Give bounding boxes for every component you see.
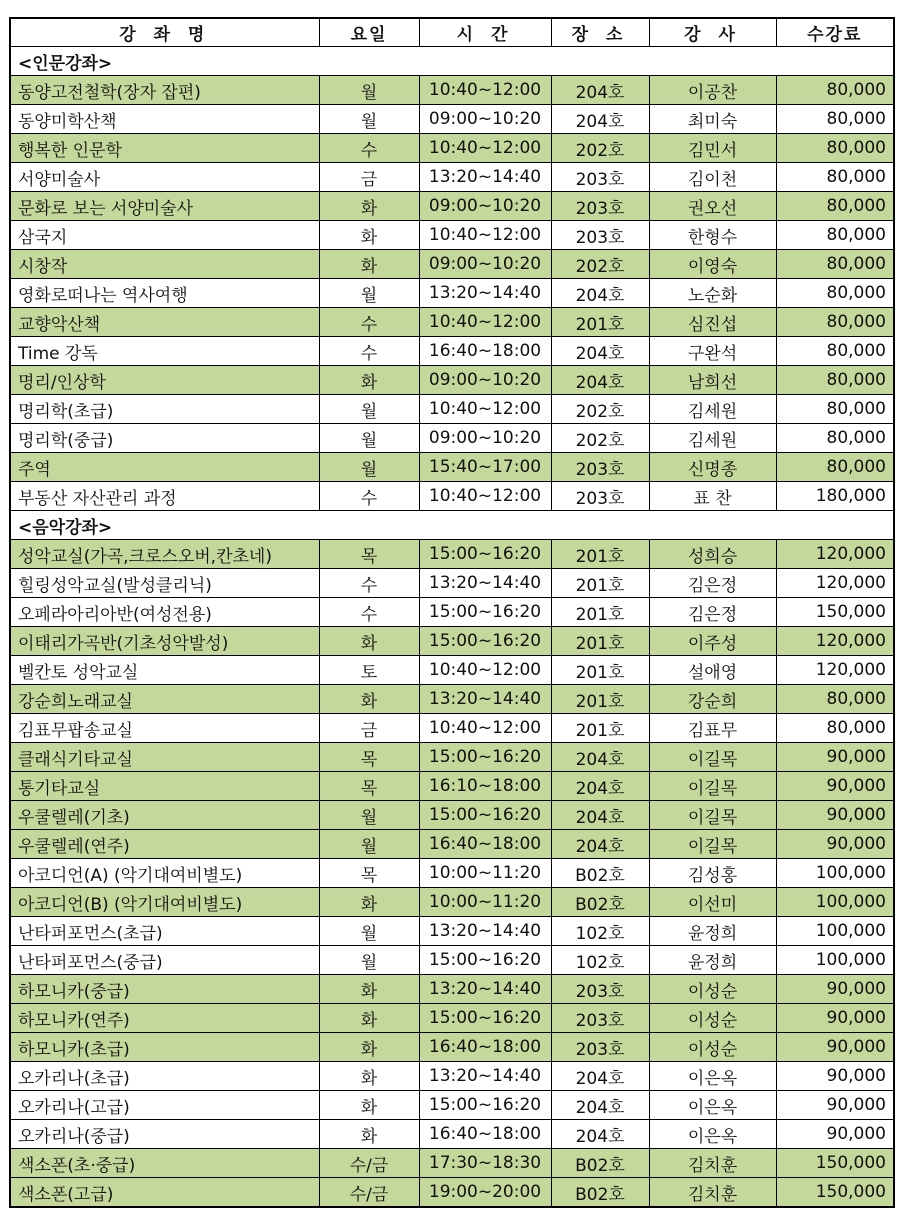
cell-fee: 80,000 [776, 76, 894, 105]
cell-fee: 80,000 [776, 337, 894, 366]
cell-time: 09:00~10:20 [419, 105, 551, 134]
cell-room: 203호 [551, 975, 649, 1004]
cell-room: 202호 [551, 424, 649, 453]
cell-fee: 90,000 [776, 1062, 894, 1091]
cell-teacher: 이길목 [649, 801, 776, 830]
cell-course-name: 오페라아리아반(여성전용) [10, 598, 319, 627]
cell-room: 201호 [551, 540, 649, 569]
cell-fee: 80,000 [776, 308, 894, 337]
cell-course-name: 하모니카(초급) [10, 1033, 319, 1062]
cell-day: 목 [319, 859, 419, 888]
table-row [10, 482, 894, 511]
cell-day: 화 [319, 192, 419, 221]
cell-course-name: 강순희노래교실 [10, 685, 319, 714]
table-row [10, 859, 894, 888]
cell-day: 화 [319, 221, 419, 250]
cell-course-name: 색소폰(초·중급) [10, 1149, 319, 1178]
cell-room: 201호 [551, 308, 649, 337]
cell-fee: 80,000 [776, 192, 894, 221]
cell-fee: 80,000 [776, 105, 894, 134]
cell-fee: 80,000 [776, 714, 894, 743]
cell-course-name: 주역 [10, 453, 319, 482]
cell-teacher: 강순희 [649, 685, 776, 714]
cell-fee: 120,000 [776, 627, 894, 656]
cell-time: 10:40~12:00 [419, 482, 551, 511]
table-row [10, 946, 894, 975]
cell-day: 수 [319, 598, 419, 627]
cell-fee: 80,000 [776, 424, 894, 453]
header-day: 요일 [319, 18, 419, 47]
table-row [10, 598, 894, 627]
cell-time: 13:20~14:40 [419, 1062, 551, 1091]
course-table [9, 17, 895, 1208]
cell-time: 15:00~16:20 [419, 946, 551, 975]
cell-time: 10:40~12:00 [419, 76, 551, 105]
cell-fee: 120,000 [776, 540, 894, 569]
cell-course-name: 우쿨렐레(연주) [10, 830, 319, 859]
cell-fee: 100,000 [776, 888, 894, 917]
cell-teacher: 김민서 [649, 134, 776, 163]
table-row [10, 134, 894, 163]
cell-room: 102호 [551, 917, 649, 946]
header-teacher: 강 사 [649, 18, 776, 47]
cell-fee: 90,000 [776, 1004, 894, 1033]
cell-room: 201호 [551, 598, 649, 627]
cell-teacher: 한형수 [649, 221, 776, 250]
cell-fee: 80,000 [776, 366, 894, 395]
section-header-row [10, 47, 894, 76]
cell-day: 월 [319, 830, 419, 859]
cell-course-name: 난타퍼포먼스(초급) [10, 917, 319, 946]
cell-day: 월 [319, 453, 419, 482]
cell-teacher: 이공찬 [649, 76, 776, 105]
cell-time: 16:40~18:00 [419, 1120, 551, 1149]
cell-day: 월 [319, 395, 419, 424]
cell-course-name: 문화로 보는 서양미술사 [10, 192, 319, 221]
cell-time: 16:40~18:00 [419, 337, 551, 366]
cell-day: 수 [319, 482, 419, 511]
table-row [10, 395, 894, 424]
cell-day: 월 [319, 801, 419, 830]
cell-course-name: 명리학(초급) [10, 395, 319, 424]
cell-time: 15:00~16:20 [419, 1004, 551, 1033]
cell-day: 목 [319, 540, 419, 569]
table-row [10, 337, 894, 366]
cell-time: 13:20~14:40 [419, 685, 551, 714]
cell-fee: 90,000 [776, 830, 894, 859]
cell-teacher: 성희승 [649, 540, 776, 569]
cell-fee: 90,000 [776, 1033, 894, 1062]
cell-room: 202호 [551, 395, 649, 424]
cell-course-name: 동양미학산책 [10, 105, 319, 134]
cell-course-name: 삼국지 [10, 221, 319, 250]
table-row [10, 453, 894, 482]
cell-course-name: 명리학(중급) [10, 424, 319, 453]
table-header-row [10, 18, 894, 47]
table-row [10, 743, 894, 772]
cell-room: 203호 [551, 163, 649, 192]
cell-fee: 90,000 [776, 801, 894, 830]
cell-teacher: 설애영 [649, 656, 776, 685]
cell-teacher: 김치훈 [649, 1178, 776, 1208]
cell-day: 화 [319, 685, 419, 714]
cell-fee: 80,000 [776, 685, 894, 714]
cell-time: 09:00~10:20 [419, 424, 551, 453]
cell-time: 10:00~11:20 [419, 859, 551, 888]
cell-time: 10:40~12:00 [419, 395, 551, 424]
table-row [10, 308, 894, 337]
cell-room: 204호 [551, 337, 649, 366]
cell-course-name: 이태리가곡반(기초성악발성) [10, 627, 319, 656]
cell-time: 15:40~17:00 [419, 453, 551, 482]
cell-fee: 80,000 [776, 163, 894, 192]
cell-fee: 150,000 [776, 598, 894, 627]
cell-fee: 150,000 [776, 1149, 894, 1178]
cell-time: 15:00~16:20 [419, 540, 551, 569]
cell-room: 204호 [551, 366, 649, 395]
table-row [10, 772, 894, 801]
cell-fee: 80,000 [776, 279, 894, 308]
cell-time: 10:40~12:00 [419, 134, 551, 163]
cell-room: 201호 [551, 685, 649, 714]
cell-day: 화 [319, 975, 419, 1004]
table-row [10, 685, 894, 714]
cell-day: 화 [319, 1091, 419, 1120]
table-row [10, 192, 894, 221]
cell-course-name: 부동산 자산관리 과정 [10, 482, 319, 511]
cell-fee: 80,000 [776, 134, 894, 163]
cell-fee: 90,000 [776, 772, 894, 801]
cell-time: 10:40~12:00 [419, 221, 551, 250]
cell-room: 203호 [551, 1004, 649, 1033]
cell-day: 월 [319, 917, 419, 946]
cell-course-name: 하모니카(중급) [10, 975, 319, 1004]
cell-room: 203호 [551, 1033, 649, 1062]
cell-day: 화 [319, 1062, 419, 1091]
cell-day: 월 [319, 424, 419, 453]
cell-course-name: 행복한 인문학 [10, 134, 319, 163]
cell-time: 09:00~10:20 [419, 250, 551, 279]
cell-room: 204호 [551, 1120, 649, 1149]
cell-fee: 90,000 [776, 743, 894, 772]
cell-course-name: 오카리나(중급) [10, 1120, 319, 1149]
cell-time: 13:20~14:40 [419, 279, 551, 308]
cell-teacher: 이은옥 [649, 1120, 776, 1149]
cell-day: 화 [319, 888, 419, 917]
section-title: <음악강좌> [10, 511, 894, 540]
cell-time: 09:00~10:20 [419, 366, 551, 395]
cell-time: 19:00~20:00 [419, 1178, 551, 1208]
cell-teacher: 김은정 [649, 598, 776, 627]
cell-teacher: 김세원 [649, 424, 776, 453]
cell-day: 화 [319, 1004, 419, 1033]
cell-room: 201호 [551, 656, 649, 685]
section-title: <인문강좌> [10, 47, 894, 76]
cell-day: 화 [319, 250, 419, 279]
table-row [10, 1120, 894, 1149]
cell-day: 화 [319, 627, 419, 656]
cell-time: 10:40~12:00 [419, 656, 551, 685]
cell-day: 금 [319, 163, 419, 192]
cell-time: 09:00~10:20 [419, 192, 551, 221]
cell-time: 13:20~14:40 [419, 163, 551, 192]
table-row [10, 801, 894, 830]
cell-room: 204호 [551, 105, 649, 134]
cell-time: 16:10~18:00 [419, 772, 551, 801]
cell-course-name: 클래식기타교실 [10, 743, 319, 772]
cell-teacher: 신명종 [649, 453, 776, 482]
section-header-row [10, 511, 894, 540]
table-row [10, 1004, 894, 1033]
cell-room: 203호 [551, 221, 649, 250]
table-row [10, 627, 894, 656]
cell-teacher: 이은옥 [649, 1091, 776, 1120]
cell-teacher: 김성홍 [649, 859, 776, 888]
cell-time: 17:30~18:30 [419, 1149, 551, 1178]
table-row [10, 279, 894, 308]
cell-course-name: 오카리나(고급) [10, 1091, 319, 1120]
cell-fee: 80,000 [776, 395, 894, 424]
table-row [10, 714, 894, 743]
cell-fee: 90,000 [776, 1091, 894, 1120]
cell-room: 201호 [551, 569, 649, 598]
cell-time: 15:00~16:20 [419, 1091, 551, 1120]
table-row [10, 366, 894, 395]
cell-time: 13:20~14:40 [419, 569, 551, 598]
cell-teacher: 심진섭 [649, 308, 776, 337]
cell-course-name: 오카리나(초급) [10, 1062, 319, 1091]
table-row [10, 1149, 894, 1178]
cell-teacher: 윤정희 [649, 946, 776, 975]
table-row [10, 975, 894, 1004]
cell-teacher: 김표무 [649, 714, 776, 743]
cell-day: 목 [319, 772, 419, 801]
cell-course-name: 영화로떠나는 역사여행 [10, 279, 319, 308]
header-time: 시 간 [419, 18, 551, 47]
cell-day: 목 [319, 743, 419, 772]
cell-room: 203호 [551, 192, 649, 221]
cell-fee: 80,000 [776, 453, 894, 482]
table-row [10, 888, 894, 917]
cell-time: 15:00~16:20 [419, 627, 551, 656]
course-schedule [9, 17, 895, 1208]
header-room: 장 소 [551, 18, 649, 47]
cell-time: 15:00~16:20 [419, 801, 551, 830]
cell-course-name: 색소폰(고급) [10, 1178, 319, 1208]
cell-day: 수 [319, 134, 419, 163]
cell-room: B02호 [551, 859, 649, 888]
cell-day: 화 [319, 1033, 419, 1062]
table-row [10, 1033, 894, 1062]
table-row [10, 1178, 894, 1208]
cell-teacher: 이성순 [649, 1004, 776, 1033]
cell-course-name: Time 강독 [10, 337, 319, 366]
cell-day: 월 [319, 279, 419, 308]
cell-room: 204호 [551, 743, 649, 772]
cell-course-name: 난타퍼포먼스(중급) [10, 946, 319, 975]
cell-course-name: 벨칸토 성악교실 [10, 656, 319, 685]
cell-room: 102호 [551, 946, 649, 975]
cell-room: 201호 [551, 627, 649, 656]
cell-course-name: 통기타교실 [10, 772, 319, 801]
cell-day: 월 [319, 76, 419, 105]
cell-room: 204호 [551, 279, 649, 308]
table-row [10, 540, 894, 569]
cell-course-name: 아코디언(B) (악기대여비별도) [10, 888, 319, 917]
cell-teacher: 이길목 [649, 743, 776, 772]
cell-time: 13:20~14:40 [419, 975, 551, 1004]
cell-course-name: 서양미술사 [10, 163, 319, 192]
cell-fee: 90,000 [776, 1120, 894, 1149]
cell-time: 15:00~16:20 [419, 598, 551, 627]
cell-time: 13:20~14:40 [419, 917, 551, 946]
cell-day: 수 [319, 337, 419, 366]
cell-room: B02호 [551, 1178, 649, 1208]
cell-room: 202호 [551, 134, 649, 163]
table-row [10, 917, 894, 946]
cell-teacher: 이길목 [649, 772, 776, 801]
cell-day: 금 [319, 714, 419, 743]
cell-teacher: 이길목 [649, 830, 776, 859]
cell-room: 203호 [551, 453, 649, 482]
cell-day: 수 [319, 308, 419, 337]
cell-fee: 90,000 [776, 975, 894, 1004]
cell-fee: 120,000 [776, 656, 894, 685]
cell-course-name: 아코디언(A) (악기대여비별도) [10, 859, 319, 888]
table-row [10, 656, 894, 685]
cell-course-name: 성악교실(가곡,크로스오버,칸초네) [10, 540, 319, 569]
cell-room: 204호 [551, 76, 649, 105]
table-row [10, 830, 894, 859]
cell-teacher: 김이천 [649, 163, 776, 192]
cell-teacher: 김치훈 [649, 1149, 776, 1178]
cell-room: 204호 [551, 830, 649, 859]
cell-day: 화 [319, 1120, 419, 1149]
cell-day: 수 [319, 569, 419, 598]
cell-time: 16:40~18:00 [419, 830, 551, 859]
cell-room: 203호 [551, 482, 649, 511]
cell-time: 16:40~18:00 [419, 1033, 551, 1062]
cell-course-name: 우쿨렐레(기초) [10, 801, 319, 830]
cell-teacher: 윤정희 [649, 917, 776, 946]
cell-fee: 100,000 [776, 946, 894, 975]
cell-fee: 80,000 [776, 221, 894, 250]
cell-teacher: 김은정 [649, 569, 776, 598]
table-row [10, 569, 894, 598]
cell-fee: 100,000 [776, 917, 894, 946]
table-row [10, 1062, 894, 1091]
cell-course-name: 하모니카(연주) [10, 1004, 319, 1033]
cell-teacher: 노순화 [649, 279, 776, 308]
table-row [10, 163, 894, 192]
cell-day: 수/금 [319, 1178, 419, 1208]
cell-teacher: 구완석 [649, 337, 776, 366]
cell-room: 201호 [551, 714, 649, 743]
cell-room: 204호 [551, 801, 649, 830]
cell-course-name: 김표무팝송교실 [10, 714, 319, 743]
cell-time: 15:00~16:20 [419, 743, 551, 772]
table-row [10, 1091, 894, 1120]
cell-fee: 150,000 [776, 1178, 894, 1208]
cell-room: B02호 [551, 888, 649, 917]
cell-teacher: 이선미 [649, 888, 776, 917]
header-course-name: 강 좌 명 [10, 18, 319, 47]
cell-teacher: 이성순 [649, 1033, 776, 1062]
table-row [10, 221, 894, 250]
cell-room: B02호 [551, 1149, 649, 1178]
header-fee: 수강료 [776, 18, 894, 47]
table-row [10, 105, 894, 134]
cell-teacher: 남희선 [649, 366, 776, 395]
cell-course-name: 명리/인상학 [10, 366, 319, 395]
cell-time: 10:40~12:00 [419, 714, 551, 743]
cell-teacher: 이성순 [649, 975, 776, 1004]
cell-course-name: 힐링성악교실(발성클리닉) [10, 569, 319, 598]
cell-day: 수/금 [319, 1149, 419, 1178]
cell-course-name: 시창작 [10, 250, 319, 279]
cell-teacher: 최미숙 [649, 105, 776, 134]
cell-time: 10:00~11:20 [419, 888, 551, 917]
table-row [10, 76, 894, 105]
cell-fee: 80,000 [776, 250, 894, 279]
cell-room: 204호 [551, 1091, 649, 1120]
cell-teacher: 권오선 [649, 192, 776, 221]
cell-time: 10:40~12:00 [419, 308, 551, 337]
cell-fee: 100,000 [776, 859, 894, 888]
cell-room: 204호 [551, 1062, 649, 1091]
cell-room: 202호 [551, 250, 649, 279]
table-row [10, 424, 894, 453]
cell-course-name: 동양고전철학(장자 잡편) [10, 76, 319, 105]
cell-fee: 120,000 [776, 569, 894, 598]
cell-teacher: 표 찬 [649, 482, 776, 511]
cell-day: 월 [319, 105, 419, 134]
cell-teacher: 이은옥 [649, 1062, 776, 1091]
cell-day: 월 [319, 946, 419, 975]
cell-teacher: 이영숙 [649, 250, 776, 279]
cell-teacher: 김세원 [649, 395, 776, 424]
cell-course-name: 교향악산책 [10, 308, 319, 337]
cell-room: 204호 [551, 772, 649, 801]
cell-day: 화 [319, 366, 419, 395]
cell-fee: 180,000 [776, 482, 894, 511]
table-row [10, 250, 894, 279]
cell-teacher: 이주성 [649, 627, 776, 656]
cell-day: 토 [319, 656, 419, 685]
